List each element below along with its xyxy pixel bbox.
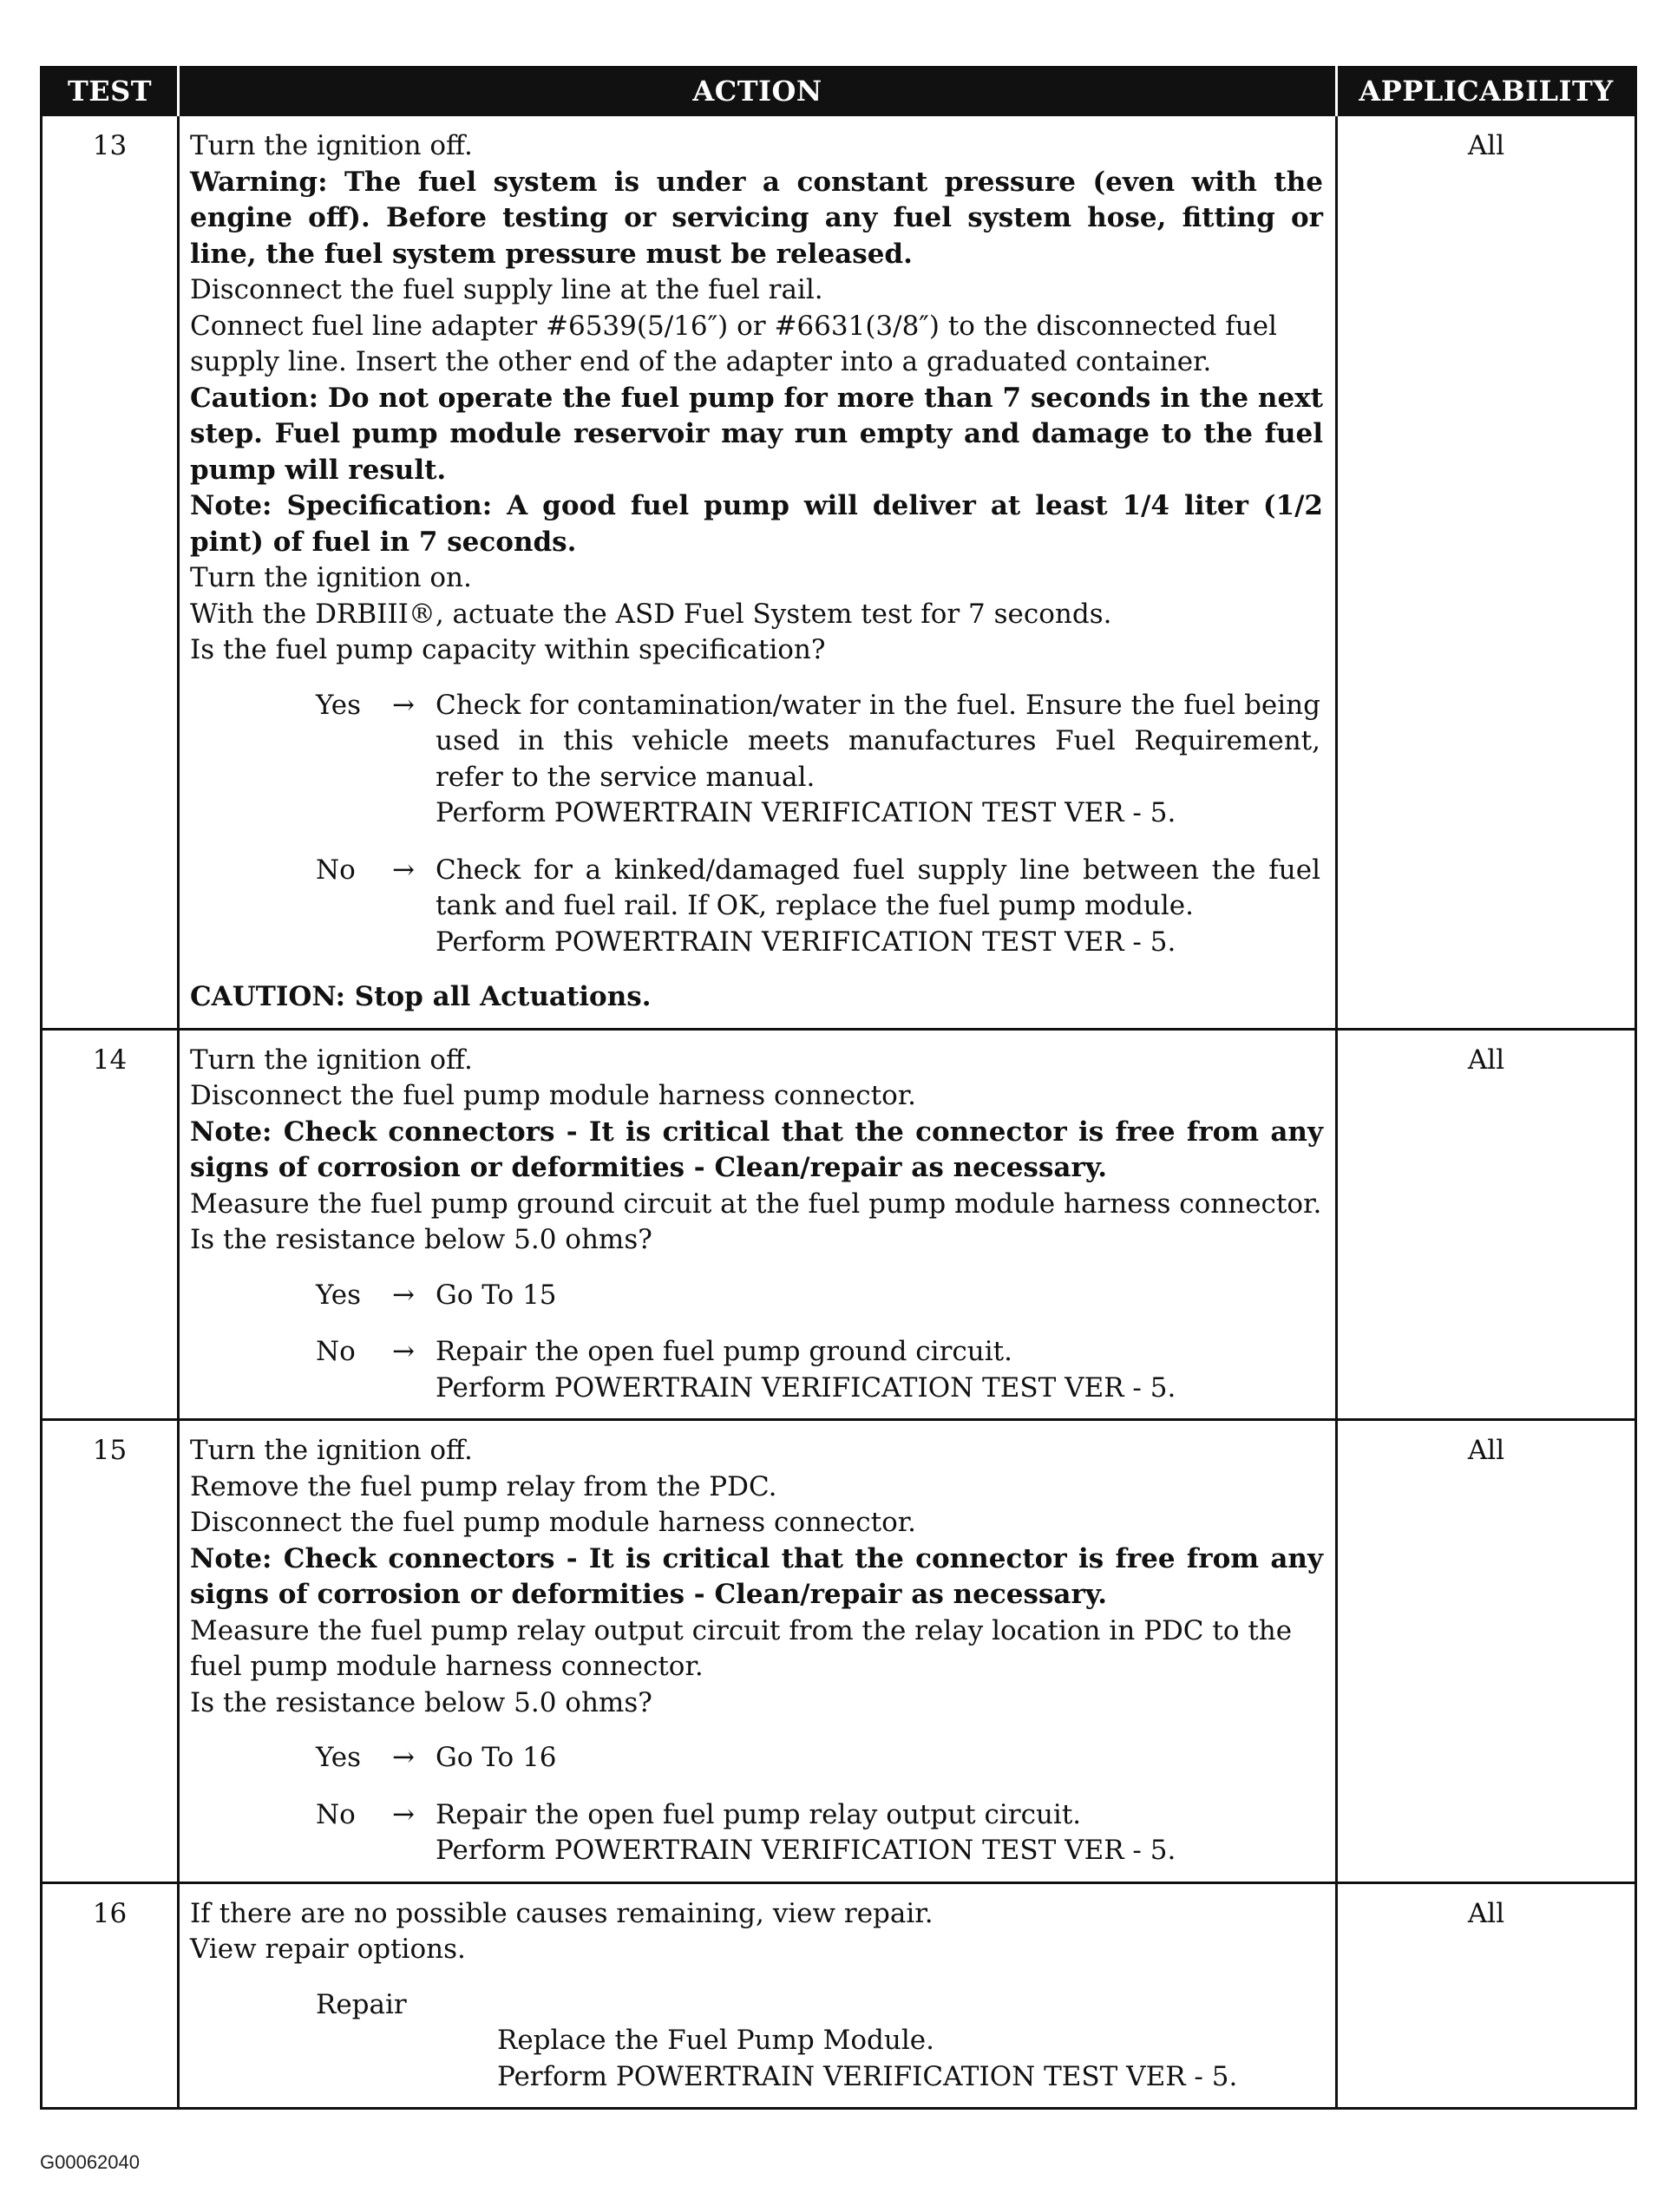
result-instructions: [436, 688, 1320, 832]
instruction-step: Disconnect the fuel pump module harness connector.: [190, 1507, 917, 1538]
applicability-cell: All: [1337, 1420, 1636, 1883]
result-options: [190, 1740, 1323, 1869]
right-arrow-icon: →: [392, 1742, 415, 1773]
result-line: Check for a kinked/damaged fuel supply line between the fuel tank and fuel rail. If OK, replace the fuel pump module.: [436, 854, 1320, 921]
instruction-step: View repair options.: [190, 1934, 466, 1965]
result-option: [190, 1740, 1323, 1777]
table-row: [42, 1029, 1636, 1420]
instruction-step: Measure the fuel pump relay output circuit from the relay location in PDC to the fuel pump module harness connector.: [190, 1614, 1293, 1682]
instruction-step: Is the resistance below 5.0 ohms?: [190, 1686, 652, 1718]
result-line: Repair the open fuel pump relay output circuit.: [436, 1798, 1082, 1830]
header-action: ACTION: [179, 68, 1337, 115]
result-label: Yes: [316, 1279, 362, 1311]
repair-line: Replace the Fuel Pump Module.: [497, 2025, 934, 2056]
right-arrow-icon: →: [392, 689, 415, 721]
result-label-group: [316, 1278, 436, 1314]
repair-label: Repair: [316, 1988, 407, 2020]
result-label: Yes: [316, 689, 362, 721]
result-label: No: [316, 1798, 356, 1830]
instruction-step: Turn the ignition off.: [190, 130, 473, 161]
action-cell: [179, 1882, 1337, 2109]
right-arrow-icon: →: [392, 1336, 415, 1367]
instruction-step: If there are no possible causes remaining, view repair.: [190, 1897, 933, 1929]
applicability-cell: All: [1337, 115, 1636, 1030]
right-arrow-icon: →: [392, 1279, 415, 1311]
result-instructions: [436, 1740, 1320, 1777]
header-applicability: APPLICABILITY: [1337, 68, 1636, 115]
action-cell: [179, 1029, 1337, 1420]
caution-note: CAUTION: Stop all Actuations.: [190, 981, 652, 1012]
result-line: Perform POWERTRAIN VERIFICATION TEST VER - 5.: [436, 797, 1176, 828]
result-instructions: [436, 1278, 1320, 1314]
result-label: No: [316, 1336, 356, 1367]
result-line: Check for contamination/water in the fuel. Ensure the fuel being used in this vehicle meets manufactures Fuel Requirement, refer to the service manual.: [436, 689, 1320, 793]
result-options: [190, 688, 1323, 961]
repair-line: Perform POWERTRAIN VERIFICATION TEST VER - 5.: [497, 2060, 1238, 2092]
result-label: No: [316, 854, 356, 886]
result-line: Perform POWERTRAIN VERIFICATION TEST VER - 5.: [436, 926, 1176, 958]
result-line: Go To 16: [436, 1742, 557, 1773]
warning-note: Caution: Do not operate the fuel pump for more than 7 seconds in the next step. Fuel pump module reservoir may run empty and damage to the fuel pump will result.: [190, 382, 1323, 486]
applicability-cell: All: [1337, 1882, 1636, 2109]
result-label-group: [316, 688, 436, 832]
result-instructions: [436, 853, 1320, 961]
result-line: Go To 15: [436, 1279, 557, 1311]
result-instructions: [436, 1797, 1320, 1869]
test-procedure-table: [40, 66, 1637, 2110]
instruction-step: Turn the ignition off.: [190, 1435, 473, 1466]
table-row: [42, 1420, 1636, 1883]
applicability-cell: All: [1337, 1029, 1636, 1420]
result-instructions: [436, 1334, 1320, 1406]
instruction-step: Remove the fuel pump relay from the PDC.: [190, 1470, 777, 1502]
result-label-group: [316, 1740, 436, 1777]
instruction-step: With the DRBIII®, actuate the ASD Fuel System test for 7 seconds.: [190, 598, 1112, 630]
header-test: TEST: [42, 68, 179, 115]
repair-block: [190, 1987, 1323, 2096]
result-line: Repair the open fuel pump ground circuit.: [436, 1336, 1012, 1367]
action-cell: [179, 1420, 1337, 1883]
result-label-group: [316, 1797, 436, 1869]
table-row: [42, 115, 1636, 1030]
instruction-step: Is the resistance below 5.0 ohms?: [190, 1224, 652, 1255]
result-label-group: [316, 853, 436, 961]
table-header-row: [42, 68, 1636, 115]
repair-instructions: [497, 2023, 1323, 2095]
test-number: 14: [42, 1029, 179, 1420]
result-option: [190, 853, 1323, 961]
table-row: [42, 1882, 1636, 2109]
table-body: [42, 115, 1636, 2109]
result-line: Perform POWERTRAIN VERIFICATION TEST VER - 5.: [436, 1371, 1176, 1404]
instruction-step: Turn the ignition on.: [190, 562, 472, 593]
instruction-step: Connect fuel line adapter #6539(5/16″) or #6631(3/8″) to the disconnected fuel supply line. Insert the other end of the adapter into a graduated container.: [190, 310, 1277, 377]
action-cell: [179, 115, 1337, 1030]
right-arrow-icon: →: [392, 1798, 415, 1830]
result-option: [190, 1278, 1323, 1314]
result-label: Yes: [316, 1742, 362, 1773]
result-option: [190, 1334, 1323, 1406]
instruction-step: Disconnect the fuel pump module harness connector.: [190, 1080, 917, 1111]
test-number: 15: [42, 1420, 179, 1883]
warning-note: Warning: The fuel system is under a constant pressure (even with the engine off). Before testing or servicing any fuel system hose, fitting or line, the fuel system pressure must be released.: [190, 166, 1323, 270]
warning-note: Note: Specification: A good fuel pump will deliver at least 1/4 liter (1/2 pint) of fuel in 7 seconds.: [190, 490, 1323, 558]
diagnostic-procedure-sheet: [40, 66, 1634, 2110]
right-arrow-icon: →: [392, 854, 415, 886]
result-line: Perform POWERTRAIN VERIFICATION TEST VER - 5.: [436, 1835, 1176, 1866]
warning-note: Note: Check connectors - It is critical that the connector is free from any signs of corrosion or deformities - Clean/repair as necessary.: [190, 1116, 1323, 1183]
figure-code: G00062040: [40, 2151, 140, 2173]
test-number: 13: [42, 115, 179, 1030]
result-option: [190, 1797, 1323, 1869]
instruction-step: Disconnect the fuel supply line at the fuel rail.: [190, 274, 823, 305]
warning-note: Note: Check connectors - It is critical that the connector is free from any signs of corrosion or deformities - Clean/repair as necessary.: [190, 1542, 1323, 1610]
result-label-group: [316, 1334, 436, 1406]
instruction-step: Turn the ignition off.: [190, 1044, 473, 1076]
test-number: 16: [42, 1882, 179, 2109]
result-options: [190, 1278, 1323, 1407]
instruction-step: Measure the fuel pump ground circuit at the fuel pump module harness connector.: [190, 1188, 1322, 1220]
instruction-step: Is the fuel pump capacity within specification?: [190, 634, 826, 665]
result-option: [190, 688, 1323, 832]
